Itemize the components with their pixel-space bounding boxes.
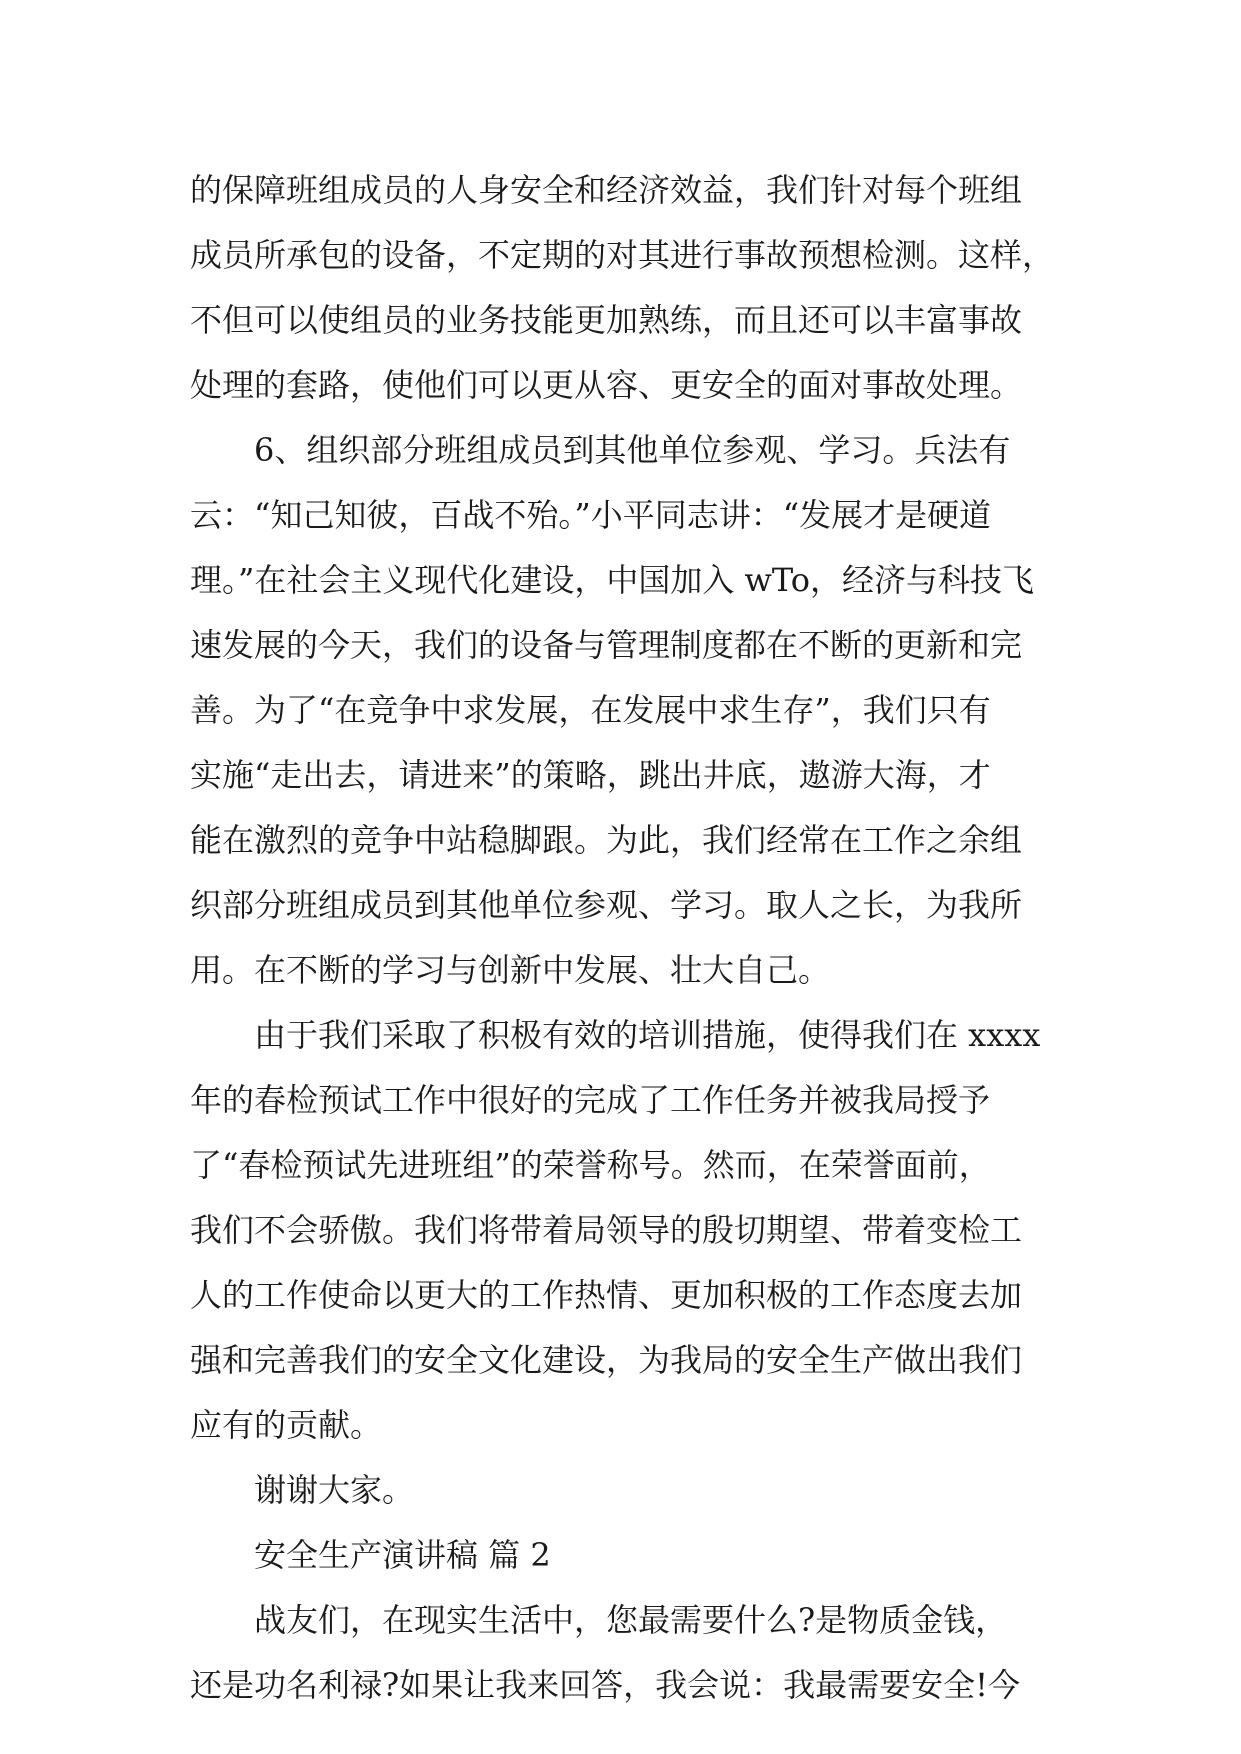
text-line: 的保障班组成员的人身安全和经济效益，我们针对每个班组: [190, 171, 1023, 209]
text-line: 由于我们采取了积极有效的培训措施，使得我们在 xxxx: [254, 1016, 1041, 1054]
text-line: 人的工作使命以更大的工作热情、更加积极的工作态度去加: [190, 1276, 1023, 1314]
text-line: 云：“知己知彼，百战不殆。”小平同志讲：“发展才是硬道: [190, 496, 992, 534]
text-line: 我们不会骄傲。我们将带着局领导的殷切期望、带着变检工: [190, 1211, 1023, 1249]
text-line: 理。”在社会主义现代化建设，中国加入 wTo，经济与科技飞: [190, 561, 1035, 599]
text-line: 善。为了“在竞争中求发展，在发展中求生存”，我们只有: [190, 691, 991, 729]
text-line: 强和完善我们的安全文化建设，为我局的安全生产做出我们: [190, 1341, 1023, 1379]
text-line: 年的春检预试工作中很好的完成了工作任务并被我局授予: [190, 1081, 991, 1119]
body-text: [190, 158, 1060, 1718]
text-line: 谢谢大家。: [254, 1471, 415, 1509]
text-line: 速发展的今天，我们的设备与管理制度都在不断的更新和完: [190, 626, 1023, 664]
text-line: 还是功名利禄?如果让我来回答，我会说：我最需要安全!今: [190, 1666, 1021, 1704]
text-line: 处理的套路，使他们可以更从容、更安全的面对事故处理。: [190, 366, 1023, 404]
text-line: 能在激烈的竞争中站稳脚跟。为此，我们经常在工作之余组: [190, 821, 1023, 859]
text-line: 应有的贡献。: [190, 1406, 383, 1444]
text-line: 实施“走出去，请进来”的策略，跳出井底，遨游大海，才: [190, 756, 991, 794]
text-line: 安全生产演讲稿 篇 2: [254, 1536, 551, 1574]
text-line: 不但可以使组员的业务技能更加熟练，而且还可以丰富事故: [190, 301, 1023, 339]
text-line: 6、组织部分班组成员到其他单位参观、学习。兵法有: [254, 431, 1011, 469]
text-line: 织部分班组成员到其他单位参观、学习。取人之长，为我所: [190, 886, 1023, 924]
text-line: 战友们，在现实生活中，您最需要什么?是物质金钱，: [254, 1601, 1008, 1639]
text-line: 用。在不断的学习与创新中发展、壮大自己。: [190, 951, 831, 989]
text-line: 成员所承包的设备，不定期的对其进行事故预想检测。这样，: [190, 236, 1055, 274]
text-line: 了“春检预试先进班组”的荣誉称号。然而，在荣誉面前，: [190, 1146, 991, 1184]
